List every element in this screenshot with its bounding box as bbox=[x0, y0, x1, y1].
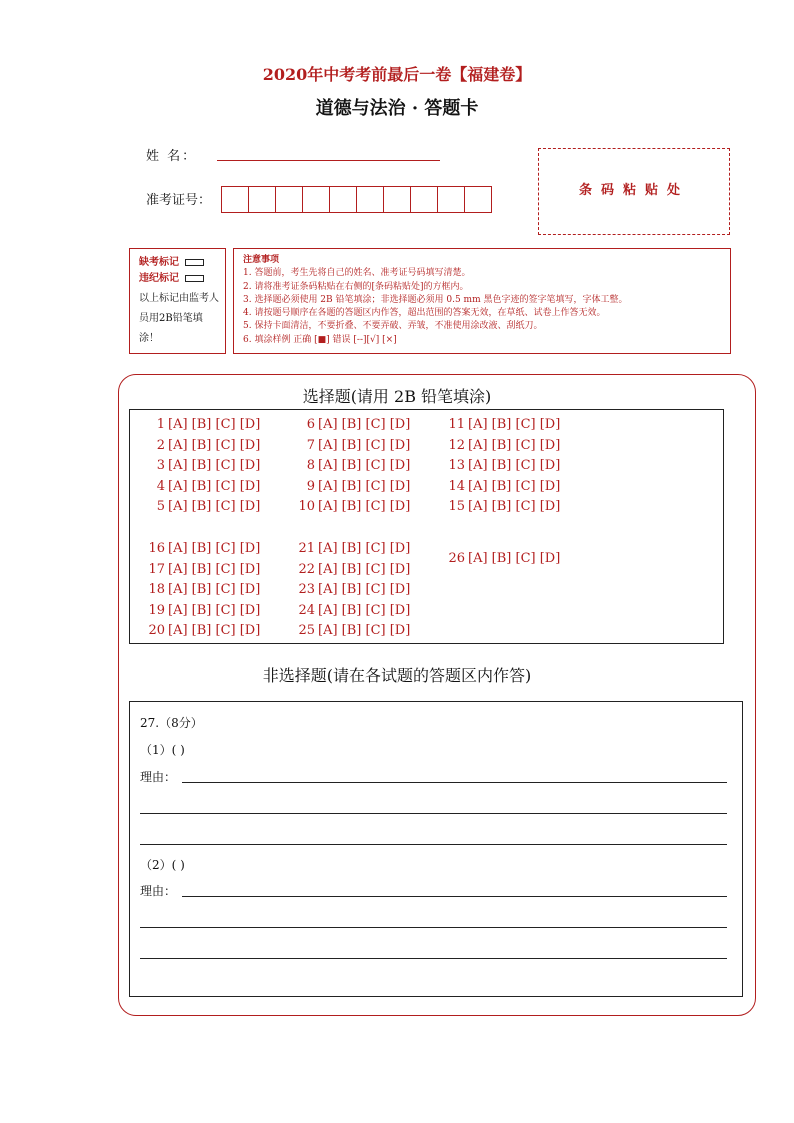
answer-line[interactable] bbox=[140, 927, 727, 928]
mc-question-5[interactable] bbox=[145, 498, 260, 516]
answer-line[interactable] bbox=[140, 813, 727, 814]
answer-options[interactable]: [A] [B] [C] [D] bbox=[168, 562, 261, 577]
mark-note: 以上标记由监考人员用2B铅笔填涂！ bbox=[139, 293, 219, 344]
question-number: 14 bbox=[448, 479, 465, 494]
non-choice-box bbox=[129, 701, 743, 997]
question-number: 25 bbox=[298, 623, 315, 638]
answer-options[interactable]: [A] [B] [C] [D] bbox=[318, 541, 411, 556]
question-number: 7 bbox=[306, 438, 315, 453]
question-number: 3 bbox=[156, 458, 165, 473]
answer-options[interactable]: [A] [B] [C] [D] bbox=[168, 582, 261, 597]
question-number: 26 bbox=[448, 551, 465, 566]
reason-label: 理由： bbox=[140, 770, 177, 784]
notes-item: 1. 答题前，考生先将自己的姓名、准考证号码填写清楚。 bbox=[243, 268, 471, 279]
answer-options[interactable]: [A] [B] [C] [D] bbox=[318, 623, 411, 638]
answer-options[interactable]: [A] [B] [C] [D] bbox=[168, 438, 261, 453]
part-2-label: （2）( ) bbox=[140, 858, 185, 872]
exam-id-digit-box[interactable] bbox=[248, 186, 276, 213]
answer-options[interactable]: [A] [B] [C] [D] bbox=[318, 479, 411, 494]
answer-options[interactable]: [A] [B] [C] [D] bbox=[318, 499, 411, 514]
mc-question-10[interactable] bbox=[295, 498, 410, 516]
answer-options[interactable]: [A] [B] [C] [D] bbox=[168, 479, 261, 494]
mc-question-20[interactable] bbox=[145, 622, 260, 640]
answer-line[interactable] bbox=[140, 958, 727, 959]
answer-line[interactable] bbox=[182, 782, 727, 783]
answer-options[interactable]: [A] [B] [C] [D] bbox=[168, 458, 261, 473]
mc-question-16[interactable] bbox=[145, 540, 260, 558]
mc-question-21[interactable] bbox=[295, 540, 410, 558]
mc-question-4[interactable] bbox=[145, 478, 260, 496]
reason-label: 理由： bbox=[140, 884, 177, 898]
mc-question-14[interactable] bbox=[445, 478, 560, 496]
answer-options[interactable]: [A] [B] [C] [D] bbox=[168, 417, 261, 432]
name-label: 姓 名： bbox=[146, 149, 198, 164]
question-number: 11 bbox=[448, 417, 465, 432]
non-choice-title: 非选择题(请在各试题的答题区内作答) bbox=[262, 666, 532, 685]
question-number: 20 bbox=[148, 623, 165, 638]
mark-box bbox=[129, 248, 226, 354]
question-number: 22 bbox=[298, 562, 315, 577]
answer-line[interactable] bbox=[140, 844, 727, 845]
mc-question-3[interactable] bbox=[145, 457, 260, 475]
mc-question-18[interactable] bbox=[145, 581, 260, 599]
answer-options[interactable]: [A] [B] [C] [D] bbox=[468, 551, 561, 566]
question-number: 5 bbox=[156, 499, 165, 514]
mc-question-11[interactable] bbox=[445, 416, 560, 434]
answer-options[interactable]: [A] [B] [C] [D] bbox=[468, 458, 561, 473]
notes-item: 2. 请将准考证条码粘贴在右侧的[条码粘贴处]的方框内。 bbox=[243, 281, 469, 292]
absent-mark-label: 缺考标记 bbox=[139, 257, 179, 268]
question-number: 18 bbox=[148, 582, 165, 597]
mc-question-17[interactable] bbox=[145, 561, 260, 579]
question-number: 4 bbox=[156, 479, 165, 494]
answer-options[interactable]: [A] [B] [C] [D] bbox=[318, 417, 411, 432]
absent-mark-row bbox=[139, 255, 225, 271]
answer-options[interactable]: [A] [B] [C] [D] bbox=[168, 623, 261, 638]
answer-options[interactable]: [A] [B] [C] [D] bbox=[468, 479, 561, 494]
question-number: 12 bbox=[448, 438, 465, 453]
question-number: 16 bbox=[148, 541, 165, 556]
question-number: 19 bbox=[148, 603, 165, 618]
absent-mark-bubble[interactable] bbox=[185, 259, 204, 266]
answer-options[interactable]: [A] [B] [C] [D] bbox=[468, 438, 561, 453]
answer-options[interactable]: [A] [B] [C] [D] bbox=[318, 438, 411, 453]
mc-question-2[interactable] bbox=[145, 437, 260, 455]
question-number: 2 bbox=[156, 438, 165, 453]
exam-id-digit-box[interactable] bbox=[464, 186, 492, 213]
exam-id-digit-box[interactable] bbox=[356, 186, 384, 213]
mc-question-24[interactable] bbox=[295, 602, 410, 620]
mc-question-15[interactable] bbox=[445, 498, 560, 516]
question-number: 23 bbox=[298, 582, 315, 597]
notes-item: 6. 填涂样例 正确 [■] 错误 [--][√] [×] bbox=[243, 334, 397, 345]
exam-id-digit-box[interactable] bbox=[275, 186, 303, 213]
question-number: 21 bbox=[298, 541, 315, 556]
mc-question-23[interactable] bbox=[295, 581, 410, 599]
barcode-area bbox=[538, 148, 730, 235]
notes-title: 注意事项 bbox=[243, 255, 280, 265]
barcode-label: 条码粘贴处 bbox=[578, 183, 689, 198]
question-number: 9 bbox=[306, 479, 315, 494]
exam-id-digit-box[interactable] bbox=[221, 186, 249, 213]
question-27-label: 27.（8分） bbox=[140, 716, 203, 730]
mc-question-22[interactable] bbox=[295, 561, 410, 579]
notes-item: 4. 请按题号顺序在各题的答题区内作答，超出范围的答案无效，在草纸、试卷上作答无效。 bbox=[243, 308, 606, 319]
notes-box bbox=[233, 248, 731, 354]
question-number: 24 bbox=[298, 603, 315, 618]
answer-options[interactable]: [A] [B] [C] [D] bbox=[318, 458, 411, 473]
answer-options[interactable]: [A] [B] [C] [D] bbox=[468, 499, 561, 514]
multiple-choice-box bbox=[129, 409, 724, 644]
answer-line[interactable] bbox=[182, 896, 727, 897]
mc-question-8[interactable] bbox=[295, 457, 410, 475]
part-1-label: （1）( ) bbox=[140, 743, 185, 757]
violation-mark-bubble[interactable] bbox=[185, 275, 204, 282]
answer-options[interactable]: [A] [B] [C] [D] bbox=[168, 499, 261, 514]
mc-question-26[interactable] bbox=[445, 550, 560, 568]
mc-question-7[interactable] bbox=[295, 437, 410, 455]
mc-question-13[interactable] bbox=[445, 457, 560, 475]
answer-options[interactable]: [A] [B] [C] [D] bbox=[318, 603, 411, 618]
notes-item: 5. 保持卡面清洁，不要折叠、不要弄破、弄皱，不准使用涂改液、刮纸刀。 bbox=[243, 321, 543, 332]
mc-question-19[interactable] bbox=[145, 602, 260, 620]
exam-id-digit-box[interactable] bbox=[437, 186, 465, 213]
question-number: 17 bbox=[148, 562, 165, 577]
name-field[interactable] bbox=[217, 160, 440, 161]
mc-question-1[interactable] bbox=[145, 416, 260, 434]
exam-title: 2020年中考考前最后一卷【福建卷】 bbox=[262, 65, 532, 84]
question-number: 1 bbox=[156, 417, 165, 432]
exam-id-boxes[interactable] bbox=[222, 186, 492, 213]
answer-options[interactable]: [A] [B] [C] [D] bbox=[468, 417, 561, 432]
question-number: 15 bbox=[448, 499, 465, 514]
exam-id-digit-box[interactable] bbox=[383, 186, 411, 213]
question-number: 13 bbox=[448, 458, 465, 473]
violation-mark-row bbox=[139, 271, 225, 287]
exam-id-digit-box[interactable] bbox=[329, 186, 357, 213]
violation-mark-label: 违纪标记 bbox=[139, 272, 179, 284]
mc-question-25[interactable] bbox=[295, 622, 410, 640]
question-number: 6 bbox=[306, 417, 315, 432]
mc-question-9[interactable] bbox=[295, 478, 410, 496]
exam-id-digit-box[interactable] bbox=[410, 186, 438, 213]
exam-id-digit-box[interactable] bbox=[302, 186, 330, 213]
answer-options[interactable]: [A] [B] [C] [D] bbox=[318, 582, 411, 597]
answer-options[interactable]: [A] [B] [C] [D] bbox=[168, 541, 261, 556]
exam-id-label: 准考证号： bbox=[146, 193, 212, 208]
answer-sheet-subtitle: 道德与法治 · 答题卡 bbox=[315, 98, 479, 119]
question-number: 8 bbox=[306, 458, 315, 473]
answer-options[interactable]: [A] [B] [C] [D] bbox=[318, 562, 411, 577]
multiple-choice-title: 选择题(请用 2B 铅笔填涂) bbox=[302, 387, 492, 406]
notes-item: 3. 选择题必须使用 2B 铅笔填涂；非选择题必须用 0.5 mm 黑色字迹的签字笔填写，字体工整。 bbox=[243, 294, 628, 305]
question-number: 10 bbox=[298, 499, 315, 514]
answer-options[interactable]: [A] [B] [C] [D] bbox=[168, 603, 261, 618]
mc-question-12[interactable] bbox=[445, 437, 560, 455]
mc-question-6[interactable] bbox=[295, 416, 410, 434]
